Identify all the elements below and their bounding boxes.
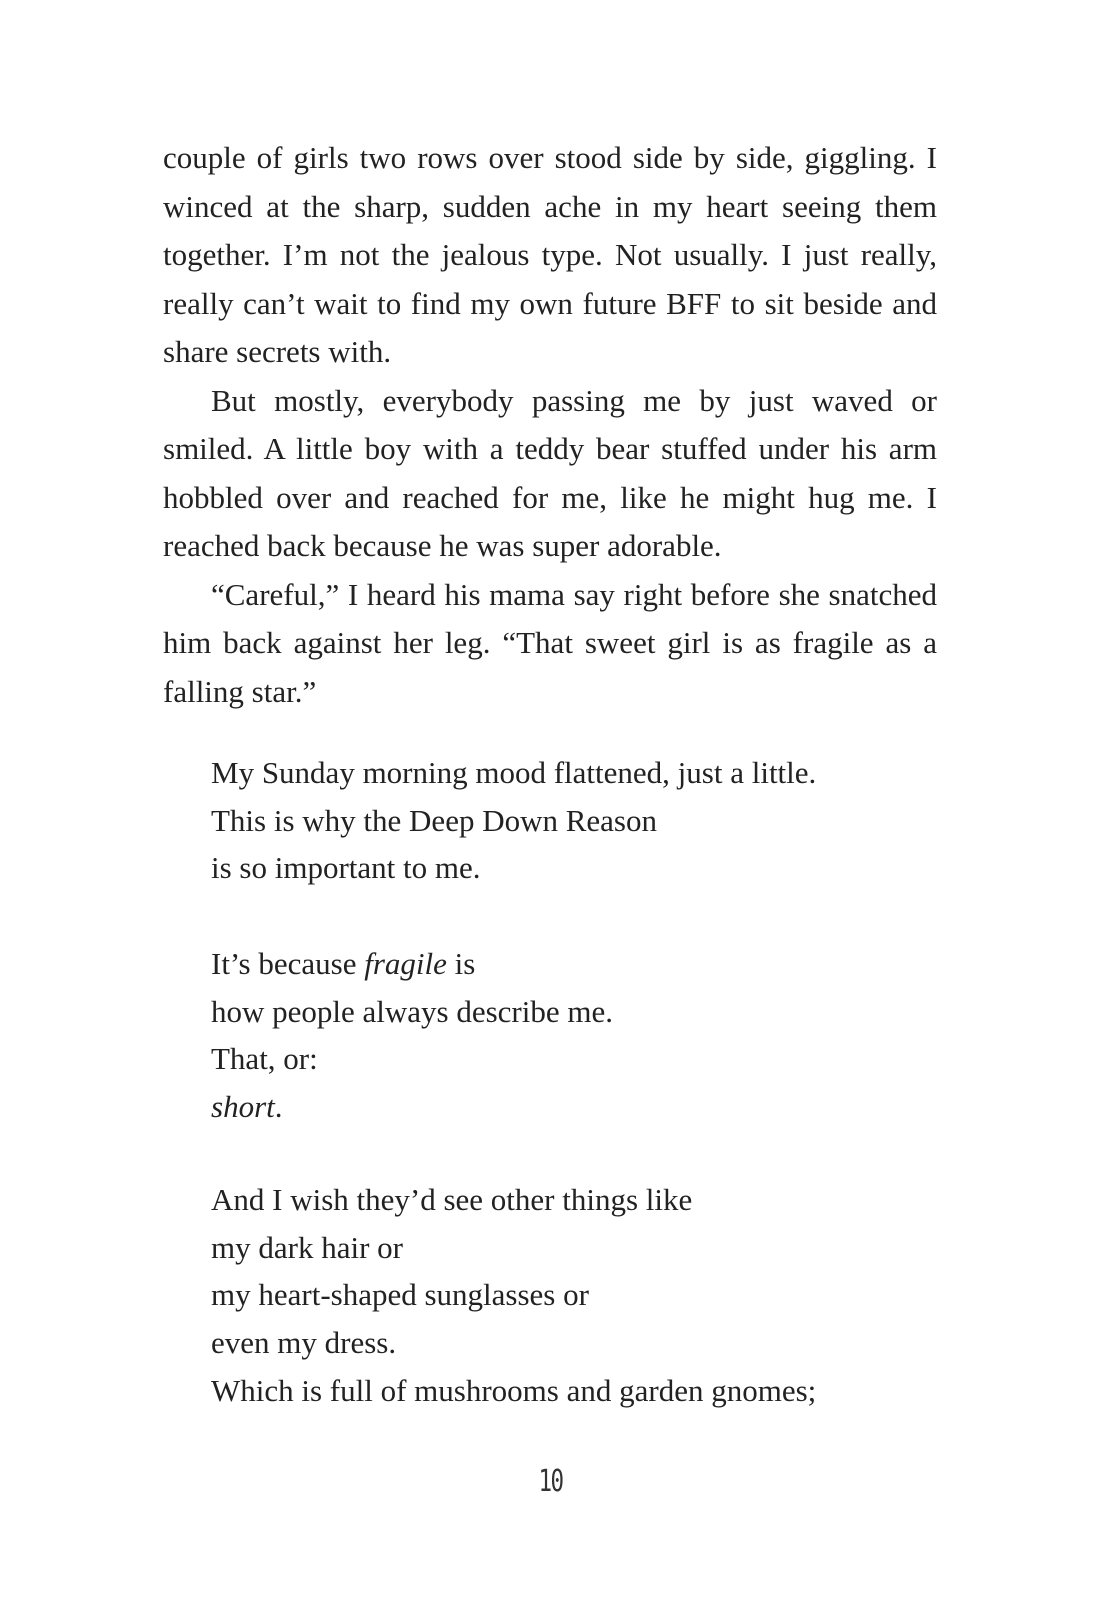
verse-stanza — [211, 940, 971, 1131]
verse-line: my heart-shaped sunglasses or — [211, 1277, 589, 1313]
verse-line: is so important to me. — [211, 850, 481, 886]
paragraph: “Careful,” I heard his mama say right before she snatched him back against her leg. “That sweet girl is as fragile as a falling star.” — [163, 576, 937, 709]
page-number: 10 — [538, 1464, 563, 1499]
verse-line: My Sunday morning mood flattened, just a little. — [211, 755, 817, 790]
verse-line: how people always describe me. — [211, 993, 614, 1029]
verse-line: even my dress. — [211, 1325, 397, 1361]
verse-line: And I wish they’d see other things like — [211, 1182, 693, 1217]
verse-line: This is why the Deep Down Reason — [211, 802, 657, 838]
verse-text: It’s because — [211, 946, 365, 981]
verse-text: is — [446, 946, 476, 981]
verse-line — [211, 940, 971, 988]
verse-line: That, or: — [211, 1041, 318, 1077]
prose-section — [163, 134, 937, 716]
verse-stanza — [211, 1176, 971, 1415]
paragraph: But mostly, everybody passing me by just waved or smiled. A little boy with a teddy bear stuffed under his arm hobbled over and reached for me, like he might hug me. I reached back because he was super adorable. — [163, 382, 937, 563]
verse-stanza — [211, 749, 971, 892]
verse-line: my dark hair or — [211, 1229, 403, 1265]
verse-line: Which is full of mushrooms and garden gnomes; — [211, 1372, 817, 1408]
paragraph: couple of girls two rows over stood side by side, giggling. I winced at the sharp, sudden ache in my heart seeing them together. I’m not the jealous type. Not usually. I just really, really can’t wait to find my own future BFF to sit beside and share secrets with. — [163, 140, 937, 369]
verse-line — [211, 1083, 971, 1131]
verse-text: . — [274, 1089, 283, 1125]
italic-text: short — [211, 1089, 275, 1125]
italic-text: fragile — [364, 946, 447, 981]
